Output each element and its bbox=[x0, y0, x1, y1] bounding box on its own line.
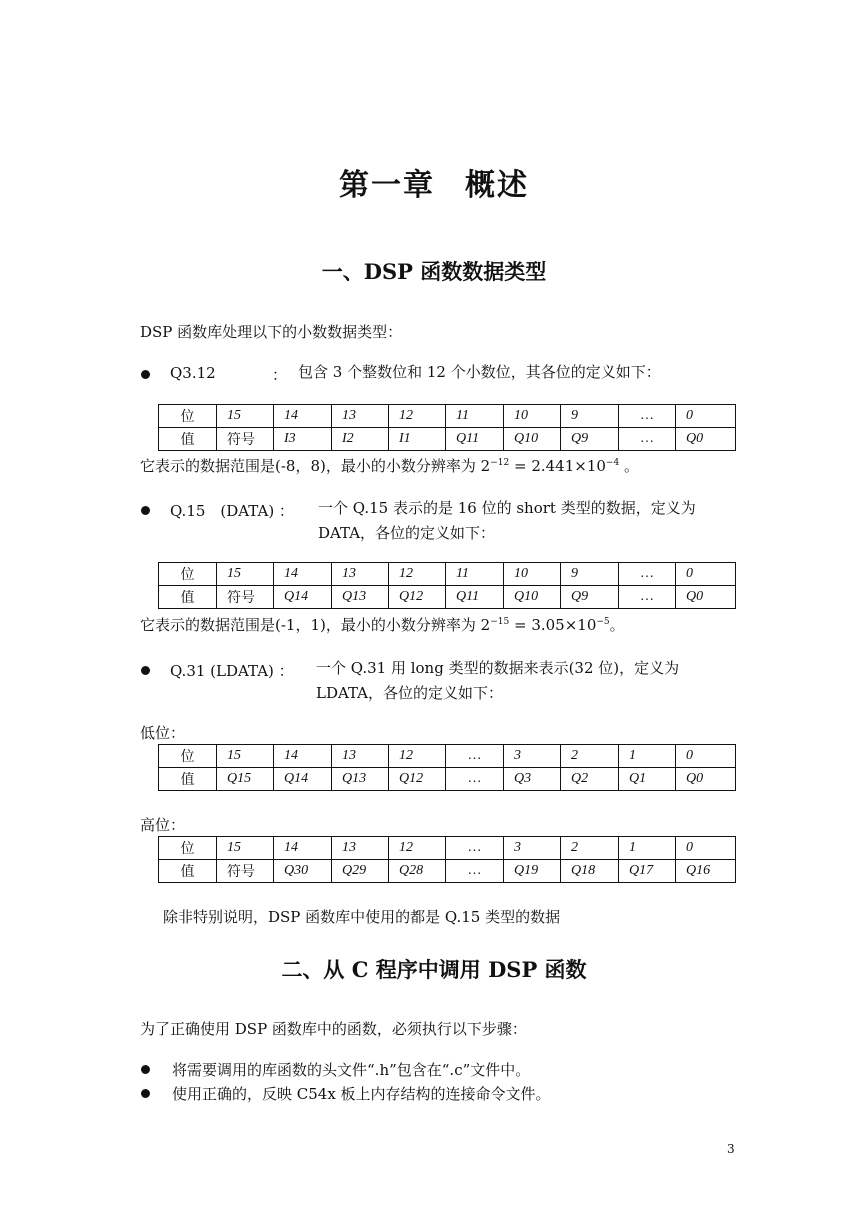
table-cell: 15 bbox=[217, 563, 274, 586]
table-cell: 13 bbox=[332, 405, 389, 428]
formula-base: 2 bbox=[480, 616, 491, 634]
formula-end: 。 bbox=[609, 616, 625, 634]
table-cell: 符号 bbox=[217, 586, 274, 609]
table-cell: 值 bbox=[159, 768, 217, 791]
section2-heading: 二、从 C 程序中调用 DSP 函数 bbox=[281, 957, 587, 982]
table-cell: 值 bbox=[159, 860, 217, 883]
table-header-row bbox=[159, 745, 736, 768]
high-bits-label: 高位： bbox=[140, 816, 186, 834]
table-cell: I1 bbox=[389, 428, 446, 451]
table-row bbox=[159, 586, 736, 609]
table-cell: 12 bbox=[389, 837, 446, 860]
table-cell: Q2 bbox=[561, 768, 619, 791]
low-bits-label: 低位： bbox=[140, 724, 186, 742]
formula-exponent: −12 bbox=[490, 458, 510, 468]
intro-paragraph: DSP 函数库处理以下的小数数据类型： bbox=[140, 323, 403, 341]
table-cell: … bbox=[619, 586, 676, 609]
table-cell: 15 bbox=[217, 745, 274, 768]
table-cell: Q30 bbox=[274, 860, 332, 883]
table-cell: 13 bbox=[332, 563, 389, 586]
q15-description-line1: 一个 Q.15 表示的是 16 位的 short 类型的数据，定义为 bbox=[318, 499, 696, 517]
table-cell: … bbox=[619, 405, 676, 428]
table-cell: Q13 bbox=[332, 768, 389, 791]
table-cell: 位 bbox=[159, 405, 217, 428]
table-cell: … bbox=[446, 860, 504, 883]
table-cell: Q16 bbox=[676, 860, 736, 883]
table-cell: Q11 bbox=[446, 586, 504, 609]
table-cell: … bbox=[446, 837, 504, 860]
table-cell: 值 bbox=[159, 586, 217, 609]
table-cell: 10 bbox=[504, 405, 561, 428]
q15-note: 除非特别说明，DSP 函数库中使用的都是 Q.15 类型的数据 bbox=[163, 908, 561, 926]
table-row bbox=[159, 860, 736, 883]
table-header-row bbox=[159, 837, 736, 860]
table-cell: Q15 bbox=[217, 768, 274, 791]
table-cell: Q10 bbox=[504, 586, 561, 609]
table-cell: Q18 bbox=[561, 860, 619, 883]
table-cell: 15 bbox=[217, 837, 274, 860]
table-cell: Q19 bbox=[504, 860, 561, 883]
table-cell: … bbox=[619, 428, 676, 451]
bullet-icon bbox=[141, 1065, 150, 1074]
table-header-row bbox=[159, 405, 736, 428]
q31-low-bit-table bbox=[158, 744, 736, 791]
table-cell: 2 bbox=[561, 745, 619, 768]
table-cell: 位 bbox=[159, 837, 217, 860]
table-cell: … bbox=[446, 745, 504, 768]
table-header-row bbox=[159, 563, 736, 586]
table-cell: 符号 bbox=[217, 860, 274, 883]
table-cell: Q13 bbox=[332, 586, 389, 609]
formula-exponent: −5 bbox=[596, 617, 610, 627]
bullet-icon bbox=[141, 506, 150, 515]
q15-description-line2: DATA，各位的定义如下： bbox=[318, 524, 496, 542]
q312-bit-table bbox=[158, 404, 736, 451]
table-cell: 0 bbox=[676, 745, 736, 768]
table-cell: Q28 bbox=[389, 860, 446, 883]
step-item: 使用正确的，反映 C54x 板上内存结构的连接命令文件。 bbox=[172, 1085, 551, 1103]
table-cell: 12 bbox=[389, 563, 446, 586]
table-cell: 0 bbox=[676, 405, 736, 428]
table-cell: 值 bbox=[159, 428, 217, 451]
table-cell: 9 bbox=[561, 405, 619, 428]
table-cell: 13 bbox=[332, 837, 389, 860]
table-cell: … bbox=[619, 563, 676, 586]
q312-description: 包含 3 个整数位和 12 个小数位，其各位的定义如下： bbox=[298, 363, 661, 381]
step-item: 将需要调用的库函数的头文件“.h”包含在“.c”文件中。 bbox=[172, 1061, 531, 1079]
table-cell: 12 bbox=[389, 405, 446, 428]
table-cell: 位 bbox=[159, 745, 217, 768]
table-cell: 3 bbox=[504, 837, 561, 860]
table-cell: Q9 bbox=[561, 428, 619, 451]
q15-label: Q.15 (DATA) ： bbox=[170, 502, 294, 520]
bullet-icon bbox=[141, 1089, 150, 1098]
table-cell: 0 bbox=[676, 563, 736, 586]
chapter-title bbox=[0, 160, 868, 204]
table-cell: 15 bbox=[217, 405, 274, 428]
table-cell: Q17 bbox=[619, 860, 676, 883]
formula-exponent: −4 bbox=[605, 458, 620, 468]
table-cell: 3 bbox=[504, 745, 561, 768]
table-cell: 14 bbox=[274, 405, 332, 428]
range-text: 它表示的数据范围是(-1，1)，最小的小数分辨率为 bbox=[140, 616, 476, 634]
table-cell: 9 bbox=[561, 563, 619, 586]
table-cell: 11 bbox=[446, 563, 504, 586]
table-cell: Q14 bbox=[274, 768, 332, 791]
table-cell: Q12 bbox=[389, 586, 446, 609]
range-text: 它表示的数据范围是(-8，8)，最小的小数分辨率为 bbox=[140, 457, 476, 475]
formula-base: 2 bbox=[480, 457, 491, 475]
chapter-number: 第一章 bbox=[339, 168, 435, 203]
formula-value: = 3.05×10 bbox=[513, 616, 597, 634]
table-row bbox=[159, 768, 736, 791]
table-cell: … bbox=[446, 768, 504, 791]
table-cell: 符号 bbox=[217, 428, 274, 451]
page-number: 3 bbox=[727, 1142, 735, 1156]
table-cell: 2 bbox=[561, 837, 619, 860]
table-cell: 10 bbox=[504, 563, 561, 586]
q31-description-line1: 一个 Q.31 用 long 类型的数据来表示(32 位)，定义为 bbox=[316, 659, 680, 677]
table-cell: Q0 bbox=[676, 768, 736, 791]
section1-heading: 一、DSP 函数数据类型 bbox=[321, 259, 547, 284]
chapter-name: 概述 bbox=[465, 168, 529, 203]
table-cell: 1 bbox=[619, 745, 676, 768]
q15-range bbox=[140, 614, 625, 635]
resolution-formula bbox=[481, 616, 625, 634]
table-cell: 13 bbox=[332, 745, 389, 768]
table-cell: Q14 bbox=[274, 586, 332, 609]
table-cell: I3 bbox=[274, 428, 332, 451]
table-cell: Q12 bbox=[389, 768, 446, 791]
formula-value: = 2.441×10 bbox=[513, 457, 606, 475]
table-cell: I2 bbox=[332, 428, 389, 451]
q312-range bbox=[140, 455, 639, 476]
steps-intro: 为了正确使用 DSP 函数库中的函数，必须执行以下步骤： bbox=[140, 1020, 527, 1038]
table-cell: 11 bbox=[446, 405, 504, 428]
table-cell: 12 bbox=[389, 745, 446, 768]
table-cell: 14 bbox=[274, 837, 332, 860]
table-cell: 0 bbox=[676, 837, 736, 860]
table-cell: 1 bbox=[619, 837, 676, 860]
q31-label: Q.31 (LDATA) ： bbox=[170, 662, 294, 680]
resolution-formula bbox=[481, 457, 639, 475]
formula-end: 。 bbox=[623, 457, 639, 475]
table-cell: Q11 bbox=[446, 428, 504, 451]
q312-colon: ： bbox=[272, 366, 288, 384]
q31-high-bit-table bbox=[158, 836, 736, 883]
table-cell: Q3 bbox=[504, 768, 561, 791]
table-cell: Q10 bbox=[504, 428, 561, 451]
formula-exponent: −15 bbox=[490, 617, 510, 627]
table-cell: 14 bbox=[274, 563, 332, 586]
bullet-icon bbox=[141, 666, 150, 675]
table-cell: Q9 bbox=[561, 586, 619, 609]
table-cell: Q29 bbox=[332, 860, 389, 883]
q312-label: Q3.12 bbox=[170, 364, 216, 382]
table-cell: Q0 bbox=[676, 428, 736, 451]
bullet-icon bbox=[141, 370, 150, 379]
table-row bbox=[159, 428, 736, 451]
table-cell: Q0 bbox=[676, 586, 736, 609]
table-cell: Q1 bbox=[619, 768, 676, 791]
q15-bit-table bbox=[158, 562, 736, 609]
q31-description-line2: LDATA，各位的定义如下： bbox=[316, 684, 504, 702]
table-cell: 位 bbox=[159, 563, 217, 586]
table-cell: 14 bbox=[274, 745, 332, 768]
